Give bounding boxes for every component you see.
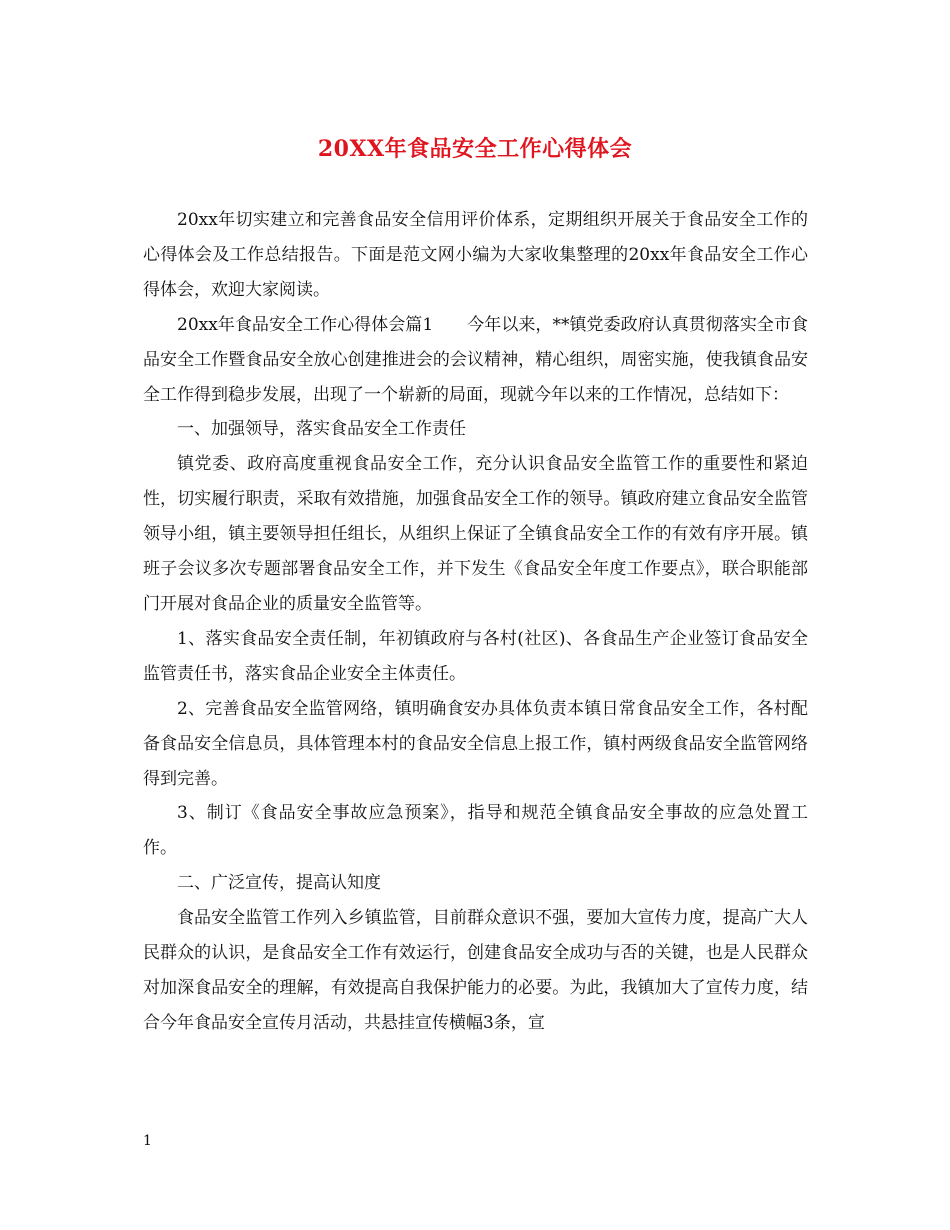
list-item-3: 3、制订《食品安全事故应急预案》，指导和规范全镇食品安全事故的应急处置工作。	[143, 803, 808, 859]
list-item-2: 2、完善食品安全监管网络，镇明确食安办具体负责本镇日常食品安全工作，各村配备食品安全信息员，具体管理本村的食品安全信息上报工作，镇村两级食品安全监管网络得到完善。	[143, 698, 808, 789]
paragraph-leadership: 镇党委、政府高度重视食品安全工作，充分认识食品安全监管工作的重要性和紧迫性，切实履行职责，采取有效措施，加强食品安全工作的领导。镇政府建立食品安全监管领导小组，镇主要领导担任组长，从组织上保证了全镇食品安全工作的有效有序开展。镇班子会议多次专题部署食品安全工作，并下发生《食品安全年度工作要点》，联合职能部门开展对食品企业的质量安全监管等。	[143, 454, 808, 614]
page-number: 1	[143, 1133, 152, 1149]
paragraph-part1: 20xx年食品安全工作心得体会篇1 今年以来，**镇党委政府认真贯彻落实全市食品安全工作暨食品安全放心创建推进会的会议精神，精心组织，周密实施，使我镇食品安全工作得到稳步发展，出现了一个崭新的局面，现就今年以来的工作情况，总结如下：	[143, 314, 808, 405]
list-item-1: 1、落实食品安全责任制，年初镇政府与各村(社区)、各食品生产企业签订食品安全监管责任书，落实食品企业安全主体责任。	[143, 628, 808, 684]
section-heading-1: 一、加强领导，落实食品安全工作责任	[177, 419, 466, 440]
document-body	[143, 203, 808, 1041]
section-heading-2: 二、广泛宣传，提高认知度	[177, 873, 381, 894]
paragraph-intro: 20xx年切实建立和完善食品安全信用评价体系，定期组织开展关于食品安全工作的心得体会及工作总结报告。下面是范文网小编为大家收集整理的20xx年食品安全工作心得体会，欢迎大家阅读。	[143, 210, 808, 300]
paragraph-publicity: 食品安全监管工作列入乡镇监管，目前群众意识不强，要加大宣传力度，提高广大人民群众的认识，是食品安全工作有效运行，创建食品安全成功与否的关键，也是人民群众对加深食品安全的理解，有效提高自我保护能力的必要。为此，我镇加大了宣传力度，结合今年食品安全宣传月活动，共悬挂宣传横幅3条，宣	[143, 908, 808, 1033]
document-title: 20XX年食品安全工作心得体会	[317, 136, 633, 162]
